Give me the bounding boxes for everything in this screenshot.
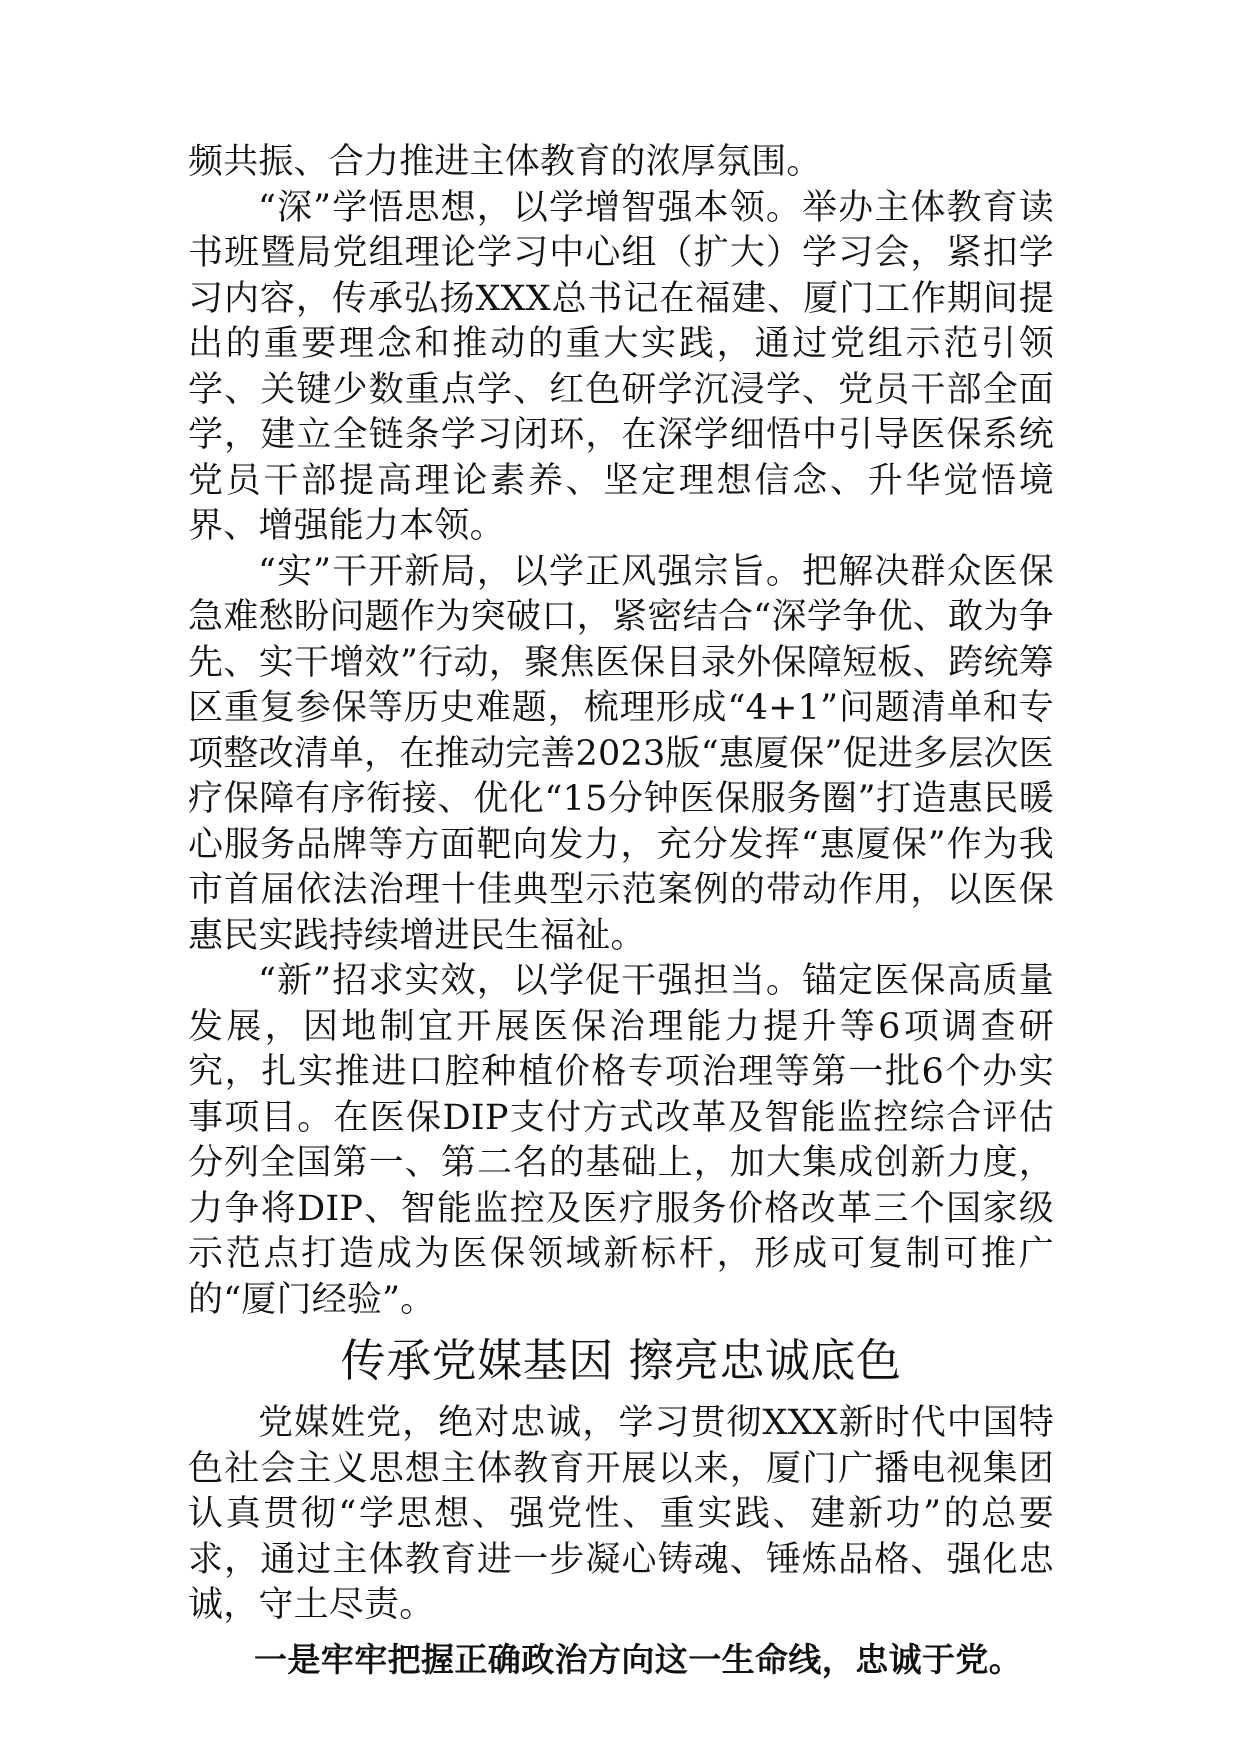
paragraph-deep-study: “深”学悟思想，以学增智强本领。举办主体教育读书班暨局党组理论学习中心组（扩大）学习会，紧扣学习内容，传承弘扬XXX总书记在福建、厦门工作期间提出的重要理念和推动的重大实践，通过党组示范引领学、关键少数重点学、红色研学沉浸学、党员干部全面学，建立全链条学习闭环，在深学细悟中引导医保系统党员干部提高理论素养、坚定理想信念、升华觉悟境界、增强能力本领。 bbox=[188, 187, 1054, 546]
document-page bbox=[188, 140, 1054, 1682]
paragraph-new-measures: “新”招求实效，以学促干强担当。锚定医保高质量发展，因地制宜开展医保治理能力提升等6项调查研究，扎实推进口腔种植价格专项治理等第一批6个办实事项目。在医保DIP支付方式改革及智能监控综合评估分列全国第一、第二名的基础上，加大集成创新力度，力争将DIP、智能监控及医疗服务价格改革三个国家级示范点打造成为医保领域新标杆，形成可复制可推广的“厦门经验”。 bbox=[188, 961, 1054, 1320]
paragraph-practical-work: “实”干开新局，以学正风强宗旨。把解决群众医保急难愁盼问题作为突破口，紧密结合“深学争优、敢为争先、实干增效”行动，聚焦医保目录外保障短板、跨统筹区重复参保等历史难题，梳理形成“4+1”问题清单和专项整改清单，在推动完善2023版“惠厦保”促进多层次医疗保障有序衔接、优化“15分钟医保服务圈”打造惠民暖心服务品牌等方面靶向发力，充分发挥“惠厦保”作为我市首届依法治理十佳典型示范案例的带动作用，以医保惠民实践持续增进民生福祉。 bbox=[188, 551, 1054, 956]
bold-point-line: 一是牢牢把握正确政治方向这一生命线，忠诚于党。 bbox=[254, 1639, 1023, 1679]
section-intro-paragraph: 党媒姓党，绝对忠诚，学习贯彻XXX新时代中国特色社会主义思想主体教育开展以来，厦门广播电视集团认真贯彻“学思想、强党性、重实践、建新功”的总要求，通过主体教育进一步凝心铸魂、锤炼品格、强化忠诚，守土尽责。 bbox=[188, 1403, 1054, 1625]
section-title: 传承党媒基因 擦亮忠诚底色 bbox=[340, 1334, 902, 1387]
paragraph-continuation: 频共振、合力推进主体教育的浓厚氛围。 bbox=[188, 142, 822, 182]
